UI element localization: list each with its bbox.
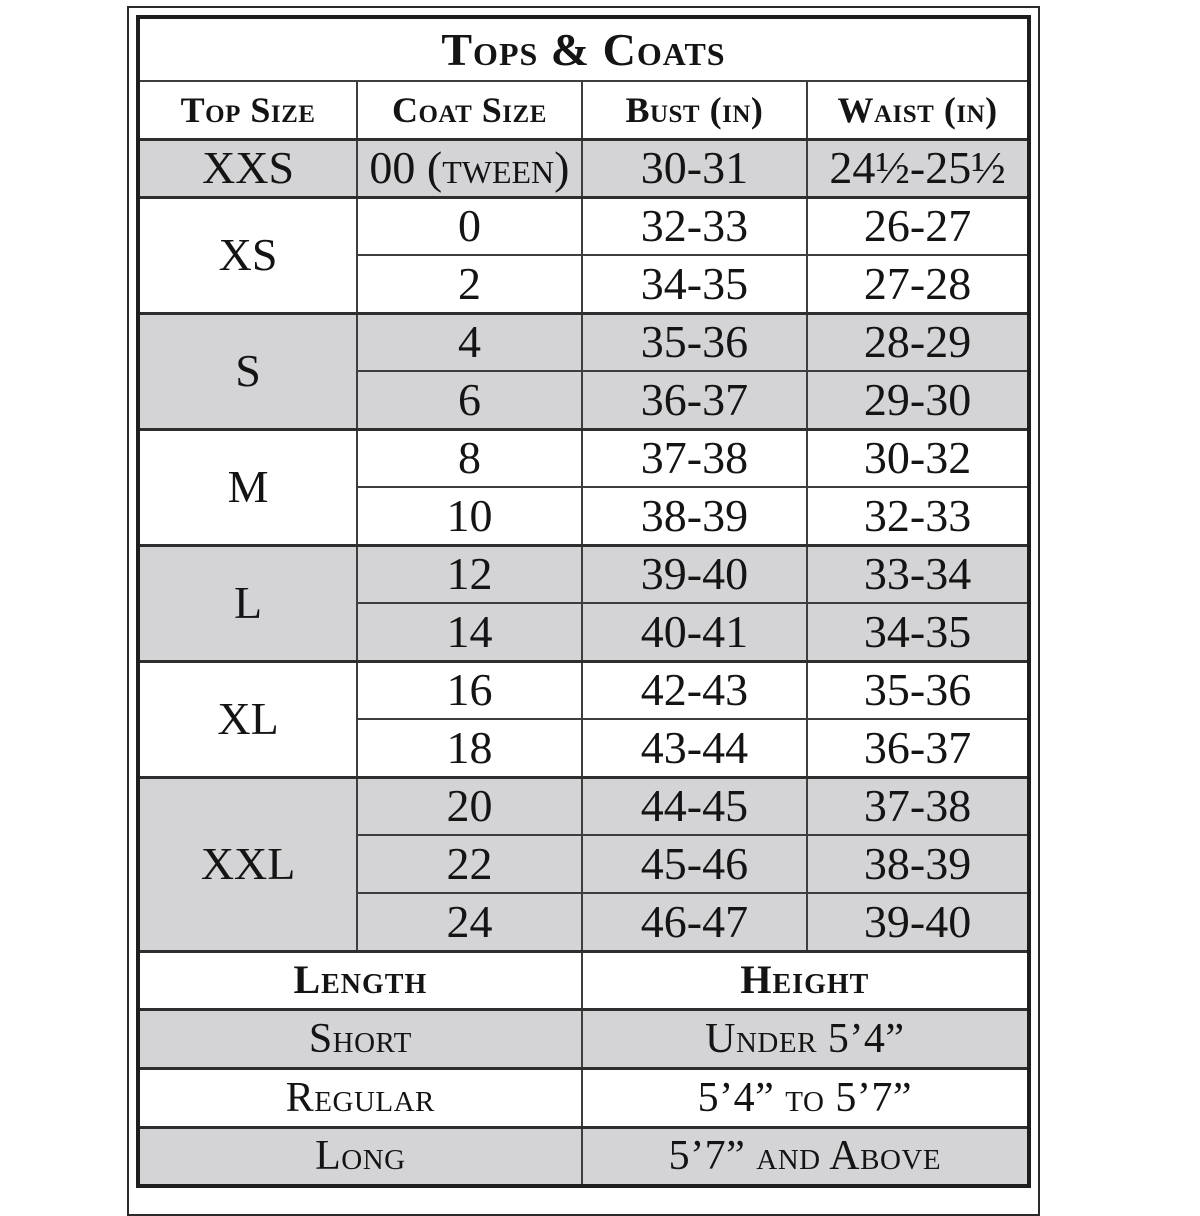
waist-size-cell: 32-33 xyxy=(807,487,1029,545)
bust-size-cell: 38-39 xyxy=(582,487,807,545)
top-size-cell: M xyxy=(138,429,357,545)
size-row xyxy=(138,661,1029,719)
waist-size-cell: 37-38 xyxy=(807,777,1029,835)
bust-size-cell: 42-43 xyxy=(582,661,807,719)
waist-size-cell: 36-37 xyxy=(807,719,1029,777)
top-size-cell: XS xyxy=(138,197,357,313)
bust-size-cell: 35-36 xyxy=(582,313,807,371)
column-header-coat-size: Coat Size xyxy=(357,81,582,139)
bust-size-cell: 32-33 xyxy=(582,197,807,255)
top-size-cell: XXL xyxy=(138,777,357,951)
coat-size-cell: 20 xyxy=(357,777,582,835)
coat-size-cell: 12 xyxy=(357,545,582,603)
column-header-top-size: Top Size xyxy=(138,81,357,139)
coat-size-cell: 4 xyxy=(357,313,582,371)
waist-size-cell: 39-40 xyxy=(807,893,1029,951)
coat-size-cell: 18 xyxy=(357,719,582,777)
size-row xyxy=(138,197,1029,255)
size-row xyxy=(138,139,1029,197)
outer-frame xyxy=(127,6,1040,1216)
coat-size-cell: 24 xyxy=(357,893,582,951)
title-row xyxy=(138,17,1029,81)
length-height-header-row xyxy=(138,951,1029,1009)
length-row xyxy=(138,1009,1029,1068)
length-cell: Short xyxy=(138,1009,582,1068)
length-cell: Regular xyxy=(138,1068,582,1127)
bust-size-cell: 34-35 xyxy=(582,255,807,313)
length-row xyxy=(138,1127,1029,1186)
waist-size-cell: 26-27 xyxy=(807,197,1029,255)
bust-size-cell: 40-41 xyxy=(582,603,807,661)
bust-size-cell: 43-44 xyxy=(582,719,807,777)
length-cell: Long xyxy=(138,1127,582,1186)
coat-size-cell: 16 xyxy=(357,661,582,719)
size-row xyxy=(138,545,1029,603)
waist-size-cell: 24½-25½ xyxy=(807,139,1029,197)
bust-size-cell: 39-40 xyxy=(582,545,807,603)
top-size-cell: XL xyxy=(138,661,357,777)
height-cell: Under 5’4” xyxy=(582,1009,1029,1068)
height-cell: 5’7” and Above xyxy=(582,1127,1029,1186)
top-size-cell: L xyxy=(138,545,357,661)
waist-size-cell: 34-35 xyxy=(807,603,1029,661)
coat-size-cell: 8 xyxy=(357,429,582,487)
waist-size-cell: 30-32 xyxy=(807,429,1029,487)
coat-size-cell: 0 xyxy=(357,197,582,255)
bust-size-cell: 46-47 xyxy=(582,893,807,951)
coat-size-cell: 00 (tween) xyxy=(357,139,582,197)
table-title: Tops & Coats xyxy=(138,17,1029,81)
size-row xyxy=(138,313,1029,371)
waist-size-cell: 28-29 xyxy=(807,313,1029,371)
height-header-cell: Height xyxy=(582,951,1029,1009)
waist-size-cell: 33-34 xyxy=(807,545,1029,603)
length-row xyxy=(138,1068,1029,1127)
bust-size-cell: 36-37 xyxy=(582,371,807,429)
column-header-bust-in: Bust (in) xyxy=(582,81,807,139)
top-size-cell: S xyxy=(138,313,357,429)
bust-size-cell: 37-38 xyxy=(582,429,807,487)
waist-size-cell: 38-39 xyxy=(807,835,1029,893)
coat-size-cell: 14 xyxy=(357,603,582,661)
coat-size-cell: 10 xyxy=(357,487,582,545)
column-header-waist-in: Waist (in) xyxy=(807,81,1029,139)
size-row xyxy=(138,777,1029,835)
size-chart-table xyxy=(136,15,1031,1188)
size-row xyxy=(138,429,1029,487)
coat-size-cell: 6 xyxy=(357,371,582,429)
waist-size-cell: 29-30 xyxy=(807,371,1029,429)
bust-size-cell: 44-45 xyxy=(582,777,807,835)
length-header-cell: Length xyxy=(138,951,582,1009)
column-header-row xyxy=(138,81,1029,139)
coat-size-cell: 2 xyxy=(357,255,582,313)
waist-size-cell: 27-28 xyxy=(807,255,1029,313)
waist-size-cell: 35-36 xyxy=(807,661,1029,719)
height-cell: 5’4” to 5’7” xyxy=(582,1068,1029,1127)
bust-size-cell: 30-31 xyxy=(582,139,807,197)
bust-size-cell: 45-46 xyxy=(582,835,807,893)
coat-size-cell: 22 xyxy=(357,835,582,893)
top-size-cell: XXS xyxy=(138,139,357,197)
